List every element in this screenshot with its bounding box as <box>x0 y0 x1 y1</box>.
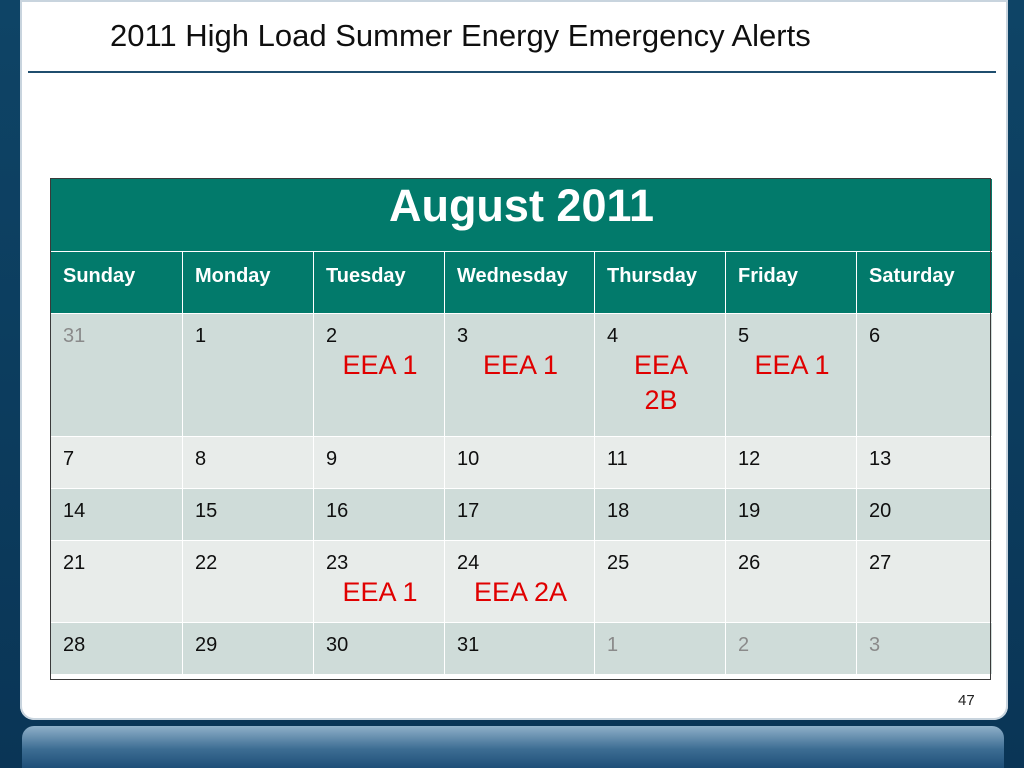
calendar-day-cell <box>595 623 726 675</box>
eea-alert-label: EEA 1 <box>342 350 418 380</box>
title-divider <box>28 71 996 73</box>
calendar-day-cell <box>51 623 183 675</box>
day-number: 31 <box>457 634 480 656</box>
slide-title: 2011 High Load Summer Energy Emergency Alerts <box>110 18 811 53</box>
calendar-day-cell <box>726 623 857 675</box>
day-number: 6 <box>869 325 881 347</box>
weekday-header: Friday <box>726 252 857 314</box>
calendar-day-cell <box>51 489 183 541</box>
day-number: 11 <box>607 448 628 470</box>
day-number: 19 <box>738 500 761 522</box>
calendar-table <box>50 178 993 675</box>
day-number: 30 <box>326 634 349 656</box>
calendar-day-cell <box>595 437 726 489</box>
day-number: 1 <box>195 325 207 347</box>
calendar-day-cell <box>726 541 857 623</box>
calendar-week-row <box>51 314 993 437</box>
weekday-header: Thursday <box>595 252 726 314</box>
slide-footer-bar <box>22 726 1004 768</box>
day-number: 3 <box>457 325 469 347</box>
day-number: 15 <box>195 500 218 522</box>
calendar-day-cell <box>314 314 445 437</box>
calendar-day-cell <box>857 489 993 541</box>
eea-alert-label: EEA 1 <box>342 577 418 607</box>
calendar-day-cell <box>314 437 445 489</box>
calendar-day-cell <box>445 314 595 437</box>
day-number: 18 <box>607 500 630 522</box>
day-number: 22 <box>195 552 218 574</box>
calendar-day-cell <box>445 623 595 675</box>
calendar-week-row <box>51 541 993 623</box>
calendar-day-cell <box>51 541 183 623</box>
day-number: 2 <box>738 634 750 656</box>
calendar-day-cell <box>726 489 857 541</box>
calendar-week-row <box>51 489 993 541</box>
eea-alert-label: EEA 1 <box>754 350 830 380</box>
calendar-day-cell <box>314 541 445 623</box>
calendar-day-cell <box>445 541 595 623</box>
calendar-day-cell <box>183 437 314 489</box>
calendar-day-cell <box>183 541 314 623</box>
day-number: 3 <box>869 634 881 656</box>
calendar-day-cell <box>445 489 595 541</box>
day-number: 31 <box>63 325 86 347</box>
weekday-header: Wednesday <box>445 252 595 314</box>
eea-alert-label: EEA 1 <box>482 350 559 380</box>
page-number: 47 <box>958 692 975 709</box>
day-number: 10 <box>457 448 480 470</box>
day-number: 21 <box>63 552 86 574</box>
calendar-day-cell <box>314 489 445 541</box>
day-number: 7 <box>63 448 75 470</box>
day-number: 23 <box>326 552 349 574</box>
day-number: 29 <box>195 634 218 656</box>
weekday-header: Saturday <box>857 252 993 314</box>
day-number: 16 <box>326 500 349 522</box>
calendar-day-cell <box>857 314 993 437</box>
calendar-day-cell <box>857 437 993 489</box>
calendar-month-title: August 2011 <box>51 179 993 252</box>
calendar-day-cell <box>51 437 183 489</box>
day-number: 26 <box>738 552 761 574</box>
day-number: 5 <box>738 325 750 347</box>
calendar-day-cell <box>314 623 445 675</box>
calendar-day-cell <box>51 314 183 437</box>
day-number: 17 <box>457 500 480 522</box>
weekday-header: Monday <box>183 252 314 314</box>
day-number: 2 <box>326 325 338 347</box>
eea-alert-label: EEA 2B <box>633 350 689 416</box>
day-number: 13 <box>869 448 892 470</box>
day-number: 14 <box>63 500 86 522</box>
calendar-day-cell <box>183 489 314 541</box>
day-number: 9 <box>326 448 338 470</box>
calendar-day-cell <box>595 489 726 541</box>
calendar-day-cell <box>857 541 993 623</box>
calendar-day-cell <box>595 541 726 623</box>
calendar-day-cell <box>726 437 857 489</box>
day-number: 25 <box>607 552 630 574</box>
calendar-week-row <box>51 437 993 489</box>
calendar-day-cell <box>183 623 314 675</box>
weekday-header: Tuesday <box>314 252 445 314</box>
day-number: 24 <box>457 552 480 574</box>
calendar-day-cell <box>726 314 857 437</box>
calendar-day-cell <box>595 314 726 437</box>
weekday-header: Sunday <box>51 252 183 314</box>
calendar-day-cell <box>445 437 595 489</box>
day-number: 20 <box>869 500 892 522</box>
calendar-day-cell <box>857 623 993 675</box>
day-number: 8 <box>195 448 207 470</box>
day-number: 12 <box>738 448 761 470</box>
day-number: 28 <box>63 634 86 656</box>
calendar-day-cell <box>183 314 314 437</box>
weekday-header-row <box>51 252 993 314</box>
day-number: 1 <box>607 634 619 656</box>
calendar-week-row <box>51 623 993 675</box>
eea-alert-label: EEA 2A <box>473 577 568 607</box>
day-number: 4 <box>607 325 619 347</box>
day-number: 27 <box>869 552 892 574</box>
